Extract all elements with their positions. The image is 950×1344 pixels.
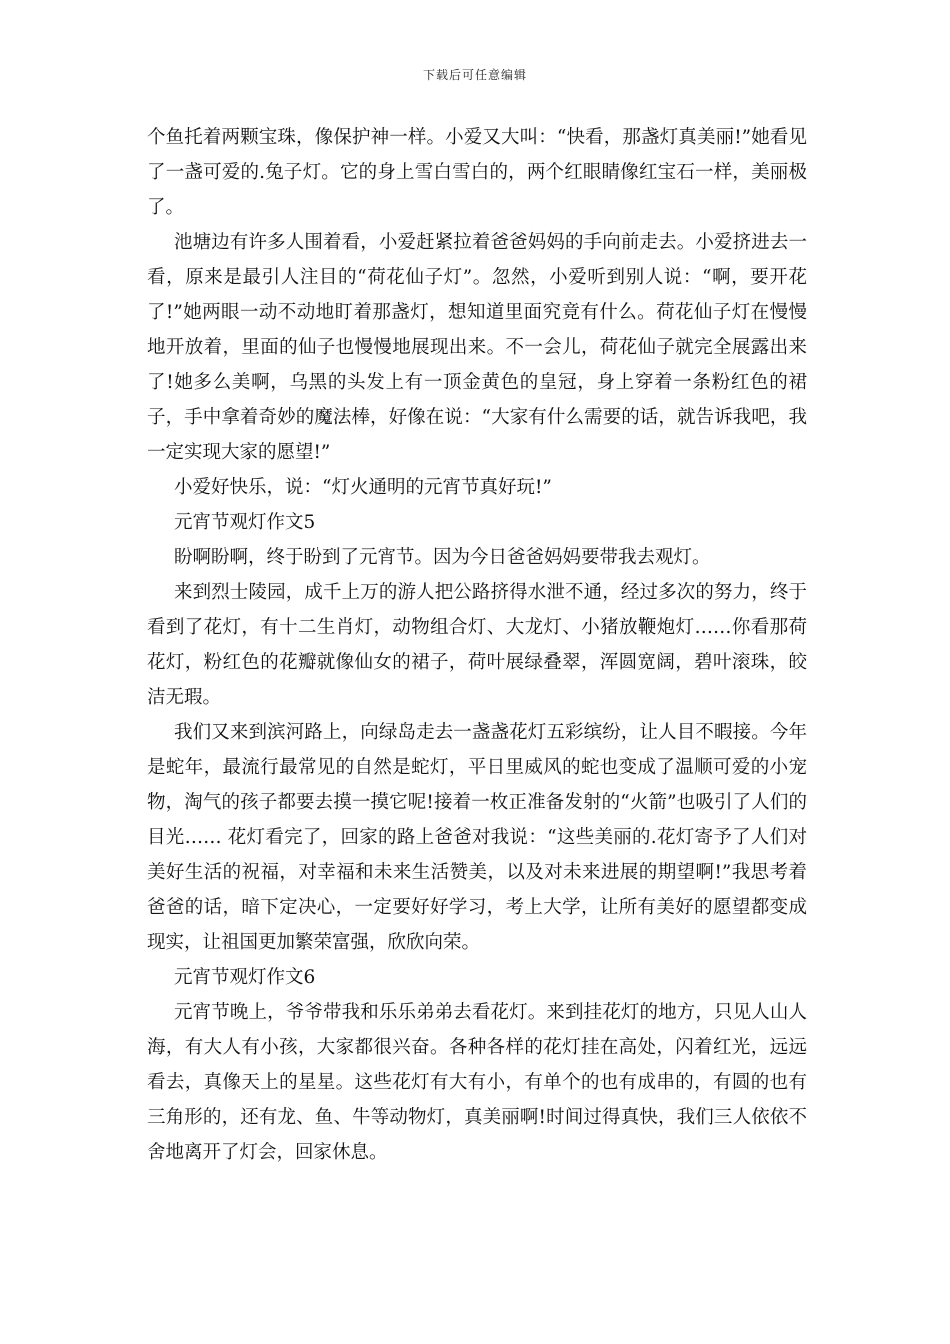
paragraph-7: 我们又来到滨河路上，向绿岛走去一盏盏花灯五彩缤纷，让人目不暇接。今年是蛇年，最流行最常见的自然是蛇灯，平日里威风的蛇也变成了温顺可爱的小宠物，淘气的孩子都要去摸一摸它呢!接着一枚正准备发射的“火箭”也吸引了人们的目光…… 花灯看完了，回家的路上爸爸对我说：“这些美丽的.花灯寄予了人们对美好生活的祝福，对幸福和未来生活赞美，以及对未来进展的期望啊!”我思考着爸爸的话，暗下定决心，一定要好好学习，考上大学，让所有美好的愿望都变成现实，让祖国更加繁荣富强，欣欣向荣。 xyxy=(147,722,807,953)
section-heading-5: 元宵节观灯作文5 xyxy=(174,512,316,533)
paragraph-5: 盼啊盼啊，终于盼到了元宵节。因为今日爸爸妈妈要带我去观灯。 xyxy=(174,547,711,568)
paragraph-6: 来到烈士陵园，成千上万的游人把公路挤得水泄不通，经过多次的努力，终于看到了花灯，有十二生肖灯，动物组合灯、大龙灯、小猪放鞭炮灯……你看那荷花灯，粉红色的花瓣就像仙女的裙子，荷叶展绿叠翠，浑圆宽阔，碧叶滚珠，皎洁无瑕。 xyxy=(147,582,807,708)
section-heading-6: 元宵节观灯作文6 xyxy=(174,967,316,988)
document-body xyxy=(147,120,807,1170)
paragraph-9: 元宵节晚上，爷爷带我和乐乐弟弟去看花灯。来到挂花灯的地方，只见人山人海，有大人有小孩，大家都很兴奋。各种各样的花灯挂在高处，闪着红光，远远看去，真像天上的星星。这些花灯有大有小，有单个的也有成串的，有圆的也有三角形的，还有龙、鱼、牛等动物灯，真美丽啊!时间过得真快，我们三人依依不舍地离开了灯会，回家休息。 xyxy=(147,1002,807,1163)
page-header-note: 下载后可任意编辑 xyxy=(422,68,527,82)
paragraph-1: 个鱼托着两颗宝珠，像保护神一样。小爱又大叫：“快看，那盏灯真美丽!”她看见了一盏可爱的.兔子灯。它的身上雪白雪白的，两个红眼睛像红宝石一样，美丽极了。 xyxy=(147,127,807,218)
paragraph-3: 小爱好快乐，说：“灯火通明的元宵节真好玩!” xyxy=(174,477,552,498)
paragraph-2: 池塘边有许多人围着看，小爱赶紧拉着爸爸妈妈的手向前走去。小爱挤进去一看，原来是最引人注目的“荷花仙子灯”。忽然，小爱听到别人说：“啊，要开花了!”她两眼一动不动地盯着那盏灯，想知道里面究竟有什么。荷花仙子灯在慢慢地开放着，里面的仙子也慢慢地展现出来。不一会儿，荷花仙子就完全展露出来了!她多么美啊，乌黑的头发上有一顶金黄色的皇冠，身上穿着一条粉红色的裙子，手中拿着奇妙的魔法棒，好像在说：“大家有什么需要的话，就告诉我吧，我一定实现大家的愿望!” xyxy=(147,232,807,463)
